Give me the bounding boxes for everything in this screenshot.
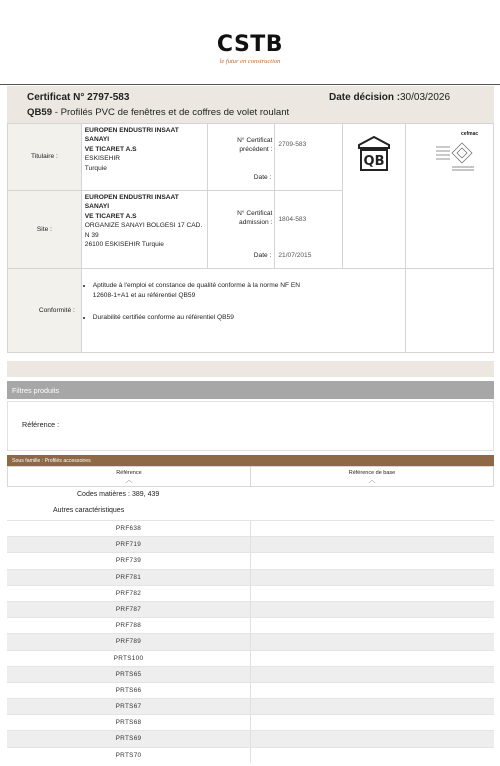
row-reference: PRTS70 — [115, 751, 142, 759]
column-divider — [250, 667, 251, 682]
site-line: VE TICARET A.S — [84, 212, 137, 220]
svg-text:QB: QB — [363, 154, 385, 169]
other-characteristics-label: Autres caractéristiques — [53, 507, 125, 514]
table-column-header — [7, 466, 494, 487]
titulaire-value — [81, 124, 207, 191]
previous-certificate-value — [275, 124, 343, 191]
site-line: ORGANIZE SANAYI BOLGESI 17 CAD. — [84, 222, 203, 230]
cstb-logo — [0, 33, 500, 65]
subfamily-header: Sous famille : Profilés accessoires — [7, 455, 494, 466]
row-reference: PRTS68 — [115, 719, 142, 727]
column-divider — [250, 521, 251, 536]
table-row — [7, 698, 494, 714]
conformite-item: • Durabilité certifiée conforme au référentiel QB59 — [93, 313, 405, 323]
previous-certificate-number: 2709-583 — [278, 141, 307, 148]
site-line: N 39 — [84, 231, 99, 239]
decision-date-label: Date décision : — [329, 92, 401, 103]
conformite-empty-cell — [406, 269, 494, 353]
row-reference: PRF781 — [115, 573, 142, 581]
row-reference: PRTS65 — [115, 670, 142, 678]
admission-certificate-label-text: N° Certificat admission : — [237, 210, 273, 227]
table-row — [7, 601, 494, 617]
logo-word: CSTB — [216, 32, 284, 57]
filters-panel — [7, 401, 494, 451]
table-row — [7, 650, 494, 666]
material-codes-label: Codes matières : — [77, 491, 130, 498]
row-reference: PRF788 — [115, 622, 142, 630]
column-divider — [250, 683, 251, 698]
titulaire-line: EUROPEN ENDUSTRI INSAAT SANAYI — [84, 127, 179, 144]
column-divider — [250, 537, 251, 552]
column-divider — [250, 731, 251, 746]
column-reference-base[interactable] — [251, 467, 493, 486]
site-value — [81, 191, 207, 269]
titulaire-label: Titulaire : — [8, 124, 82, 191]
filters-header[interactable]: Filtres produits — [7, 381, 494, 399]
qb-mark-icon — [358, 136, 390, 172]
column-divider — [250, 699, 251, 714]
certificate-header — [7, 86, 494, 123]
column-divider — [250, 586, 251, 601]
site-line: EUROPEN ENDUSTRI INSAAT SANAYI — [84, 194, 179, 211]
cefmac-label: cefmac — [460, 131, 479, 137]
column-reference-base-label: Référence de base — [348, 470, 396, 476]
conformite-value — [81, 269, 405, 353]
row-reference: PRF789 — [115, 638, 142, 646]
previous-certificate-label-text: N° Certificat précédent : — [237, 137, 273, 154]
site-line: 26100 ESKISEHIR Turquie — [84, 241, 164, 249]
admission-certificate-label — [207, 191, 275, 269]
table-row — [7, 714, 494, 730]
row-reference: PRF739 — [115, 557, 142, 565]
certificate-number: Certificat N° 2797-583 — [27, 92, 130, 103]
logo-tagline: le futur en construction — [219, 58, 281, 65]
site-date-value: 21/07/2015 — [278, 251, 312, 259]
table-row — [7, 569, 494, 585]
column-reference-label: Référence — [116, 470, 142, 476]
conformite-label: Conformité : — [8, 269, 82, 353]
table-row — [7, 633, 494, 649]
site-label: Site : — [8, 191, 82, 269]
column-divider — [250, 618, 251, 633]
table-row — [7, 747, 494, 763]
product-rows — [7, 520, 494, 763]
certificate-title — [27, 107, 289, 118]
titulaire-date-label: Date : — [253, 173, 272, 181]
filter-reference-label: Référence : — [22, 420, 60, 429]
titulaire-line: Turquie — [84, 164, 107, 172]
qb-mark-cell — [343, 124, 406, 269]
sort-chevron-icon[interactable]: ︿ — [125, 477, 133, 484]
table-row — [7, 617, 494, 633]
certificate-title-text: - Profilés PVC de fenêtres et de coffres de volet roulant — [52, 107, 290, 118]
row-reference: PRTS69 — [115, 735, 142, 743]
column-divider — [250, 553, 251, 568]
column-divider — [250, 651, 251, 666]
row-reference: PRF787 — [115, 605, 142, 613]
column-divider — [250, 570, 251, 585]
previous-certificate-label — [207, 124, 275, 191]
table-row — [7, 520, 494, 536]
certificate-code: QB59 — [27, 107, 53, 118]
column-divider — [250, 715, 251, 730]
admission-certificate-number: 1804-583 — [278, 216, 307, 223]
admission-certificate-value — [275, 191, 343, 269]
titulaire-line: ESKISEHIR — [84, 155, 120, 163]
table-row — [7, 536, 494, 552]
table-row — [7, 585, 494, 601]
conformite-list — [82, 269, 405, 323]
cefmac-mark-cell — [406, 124, 494, 269]
material-codes-value: 389, 439 — [132, 491, 160, 498]
row-reference: PRF638 — [115, 525, 142, 532]
row-reference: PRTS67 — [115, 703, 142, 711]
material-codes-block — [7, 489, 494, 519]
sort-chevron-icon[interactable]: ︿ — [368, 477, 376, 484]
row-reference: PRF719 — [115, 541, 142, 549]
site-date-label: Date : — [253, 251, 272, 259]
column-reference[interactable] — [8, 467, 251, 486]
table-row — [7, 666, 494, 682]
conformite-item: • Aptitude à l'emploi et constance de qualité conforme à la norme NF EN 12608-1+A1 et au référentiel QB59 — [93, 281, 308, 300]
header-divider — [0, 84, 500, 85]
table-row — [7, 682, 494, 698]
row-reference: PRF782 — [115, 589, 142, 597]
certificate-info-table — [7, 123, 494, 353]
column-divider — [250, 634, 251, 649]
section-band — [7, 361, 494, 377]
table-row — [7, 552, 494, 568]
row-reference: PRTS100 — [113, 654, 144, 662]
row-reference: PRTS66 — [115, 686, 142, 694]
cefmac-mark-icon — [434, 139, 480, 175]
column-divider — [250, 602, 251, 617]
table-row — [7, 730, 494, 746]
titulaire-line: VE TICARET A.S — [84, 145, 137, 153]
column-divider — [250, 748, 251, 763]
decision-date-value: 30/03/2026 — [400, 92, 451, 103]
